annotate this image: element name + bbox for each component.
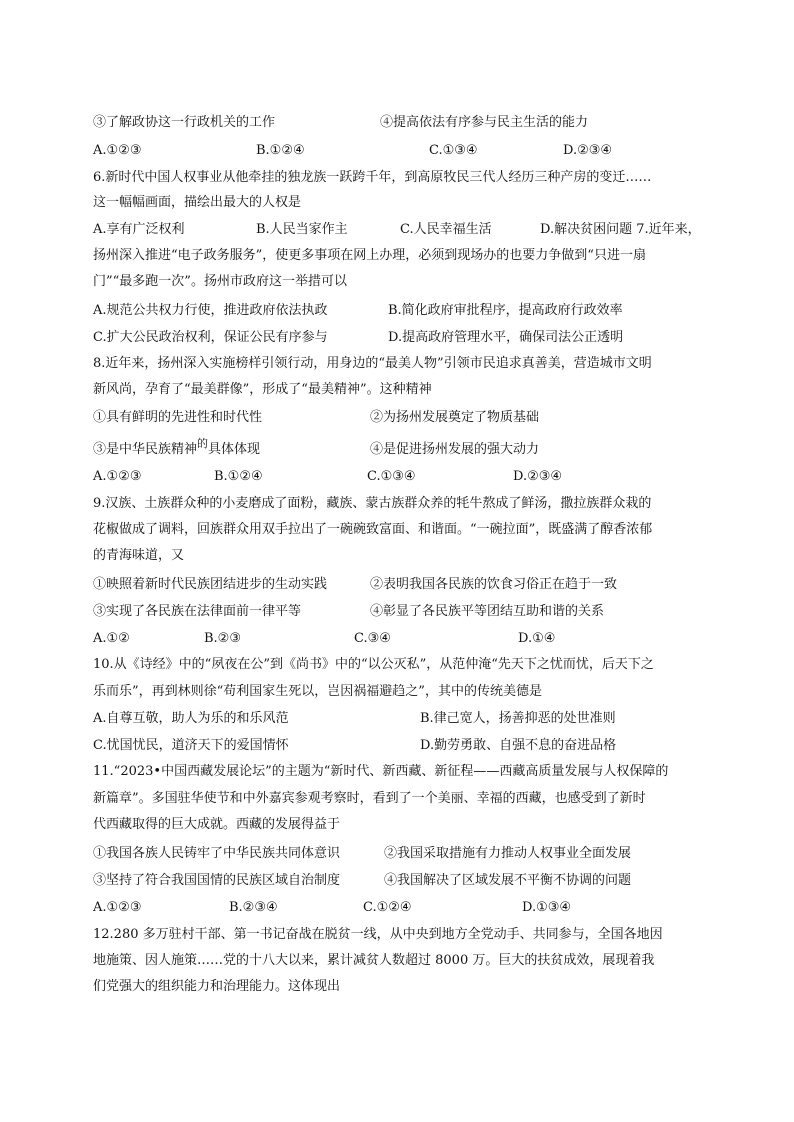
q6-stem-line-1: 6.新时代中国人权事业从他牵挂的独龙族一跃跨千年，到高原牧民三代人经历三种产房的变迁……: [93, 170, 652, 185]
q11-stem-line-1: 11.“2023•中国西藏发展论坛”的主题为“新时代、新西藏、新征程——西藏高质量发展与人权保障的: [93, 764, 669, 779]
q8-option-3-part-1: ③是中华民族精神: [93, 442, 198, 457]
q5-option-3: ③了解政协这一行政机关的工作: [93, 115, 276, 130]
q5-choice-b: B.①②④: [256, 143, 305, 158]
q8-choice-a: A.①②③: [93, 469, 142, 484]
q11-choice-b: B.②③④: [229, 900, 278, 915]
q11-option-4: ④我国解决了区域发展不平衡不协调的问题: [384, 873, 632, 888]
q9-option-1: ①映照着新时代民族团结进步的生动实践: [93, 577, 328, 592]
q8-option-4: ④是促进扬州发展的强大动力: [370, 442, 540, 457]
q8-stem-line-2: 新风尚，孕育了“最美群像”，形成了“最美精神”。这种精神: [93, 382, 432, 397]
q6-choice-b: B.人民当家作主: [256, 222, 348, 237]
q12-stem-line-1: 12.280 多万驻村干部、第一书记奋战在脱贫一线，从中央到地方全党动手、共同参与，全国各地因: [93, 927, 663, 942]
q9-option-4: ④彰显了各民族平等团结互助和谐的关系: [370, 604, 605, 619]
q8-option-2: ②为扬州发展奠定了物质基础: [370, 410, 540, 425]
q11-choice-a: A.①②③: [93, 900, 142, 915]
q8-choice-b: B.①②④: [214, 469, 263, 484]
q7-choice-d: D.提高政府管理水平，确保司法公正透明: [388, 330, 624, 345]
q7-choice-b: B.简化政府审批程序，提高政府行政效率: [388, 303, 623, 318]
q12-stem-line-2: 地施策、因人施策……党的十八大以来，累计减贫人数超过 8000 万。巨大的扶贫成效，展现着我: [93, 953, 655, 968]
q11-option-1: ①我国各族人民铸牢了中华民族共同体意识: [93, 846, 341, 861]
q10-choice-d: D.勤劳勇敢、自强不息的奋进品格: [420, 738, 617, 753]
q11-choice-d: D.①③④: [522, 900, 572, 915]
q6-stem-line-2: 这一幅幅画面，描绘出最大的人权是: [93, 195, 302, 210]
q9-choice-b: B.②③: [204, 631, 241, 646]
q11-option-3: ③坚持了符合我国国情的民族区域自治制度: [93, 873, 341, 888]
q6-choice-a: A.享有广泛权利: [93, 222, 185, 237]
q7-stem-line-1: 扬州深入推进“电子政务服务”，使更多事项在网上办理，必须到现场办的也要力争做到“只进一扇: [93, 248, 646, 263]
q11-option-2: ②我国采取措施有力推动人权事业全面发展: [384, 846, 632, 861]
q5-option-4: ④提高依法有序参与民主生活的能力: [380, 115, 589, 130]
q8-option-3-part-2: 具体体现: [208, 442, 261, 457]
q10-choice-a: A.自尊互敬，助人为乐的和乐风范: [93, 711, 289, 726]
q7-choice-c: C.扩大公民政治权利，保证公民有序参与: [93, 330, 328, 345]
q9-option-3: ③实现了各民族在法律面前一律平等: [93, 604, 302, 619]
q10-stem-line-1: 10.从《诗经》中的“夙夜在公”到《尚书》中的“以公灭私”，从范仲淹“先天下之忧而忧，后天下之: [93, 657, 654, 672]
q10-choice-b: B.律己宽人，扬善抑恶的处世准则: [420, 711, 616, 726]
q9-stem-line-3: 的青海味道，又: [93, 548, 185, 563]
q11-stem-line-3: 代西藏取得的巨大成就。西藏的发展得益于: [93, 817, 341, 832]
q10-stem-line-2: 乐而乐”，再到林则徐“苟利国家生死以，岂因祸福避趋之”，其中的传统美德是: [93, 684, 542, 699]
q8-option-3: [93, 437, 261, 459]
q9-stem-line-2: 花椒做成了调料，回族群众用双手拉出了一碗碗致富面、和谐面。“一碗拉面”，既盛满了醇香浓郁: [93, 522, 653, 537]
q5-choice-d: D.②③④: [563, 143, 613, 158]
q9-choice-d: D.①④: [518, 631, 556, 646]
q7-stem-line-2: 门”“最多跑一次”。扬州市政府这一举措可以: [93, 274, 347, 289]
q8-choice-c: C.①③④: [367, 469, 416, 484]
q5-choice-a: A.①②③: [93, 143, 142, 158]
q12-stem-line-3: 们党强大的组织能力和治理能力。这体现出: [93, 979, 341, 994]
q6-choice-c: C.人民幸福生活: [400, 222, 492, 237]
q5-choice-c: C.①③④: [429, 143, 478, 158]
q8-option-1: ①具有鲜明的先进性和时代性: [93, 410, 263, 425]
q8-option-3-superscript: 的: [197, 437, 209, 450]
q6-choice-d: D.解决贫困问题 7.近年来，: [540, 222, 701, 237]
q9-choice-a: A.①②: [93, 631, 130, 646]
q8-stem-line-1: 8.近年来，扬州深入实施榜样引领行动，用身边的“最美人物”引领市民追求真善美，营造城市文明: [93, 356, 652, 371]
q8-choice-d: D.②③④: [513, 469, 563, 484]
q11-choice-c: C.①②④: [363, 900, 412, 915]
q11-stem-line-2: 新篇章”。多国驻华使节和中外嘉宾参观考察时，看到了一个美丽、幸福的西藏，也感受到了新时: [93, 791, 646, 806]
q9-stem-line-1: 9.汉族、土族群众种的小麦磨成了面粉，藏族、蒙古族群众养的牦牛熬成了鲜汤，撒拉族群众栽的: [93, 496, 652, 511]
q9-option-2: ②表明我国各民族的饮食习俗正在趋于一致: [370, 577, 618, 592]
q7-choice-a: A.规范公共权力行使，推进政府依法执政: [93, 303, 328, 318]
q9-choice-c: C.③④: [354, 631, 391, 646]
q10-choice-c: C.忧国忧民，道济天下的爱国情怀: [93, 738, 289, 753]
